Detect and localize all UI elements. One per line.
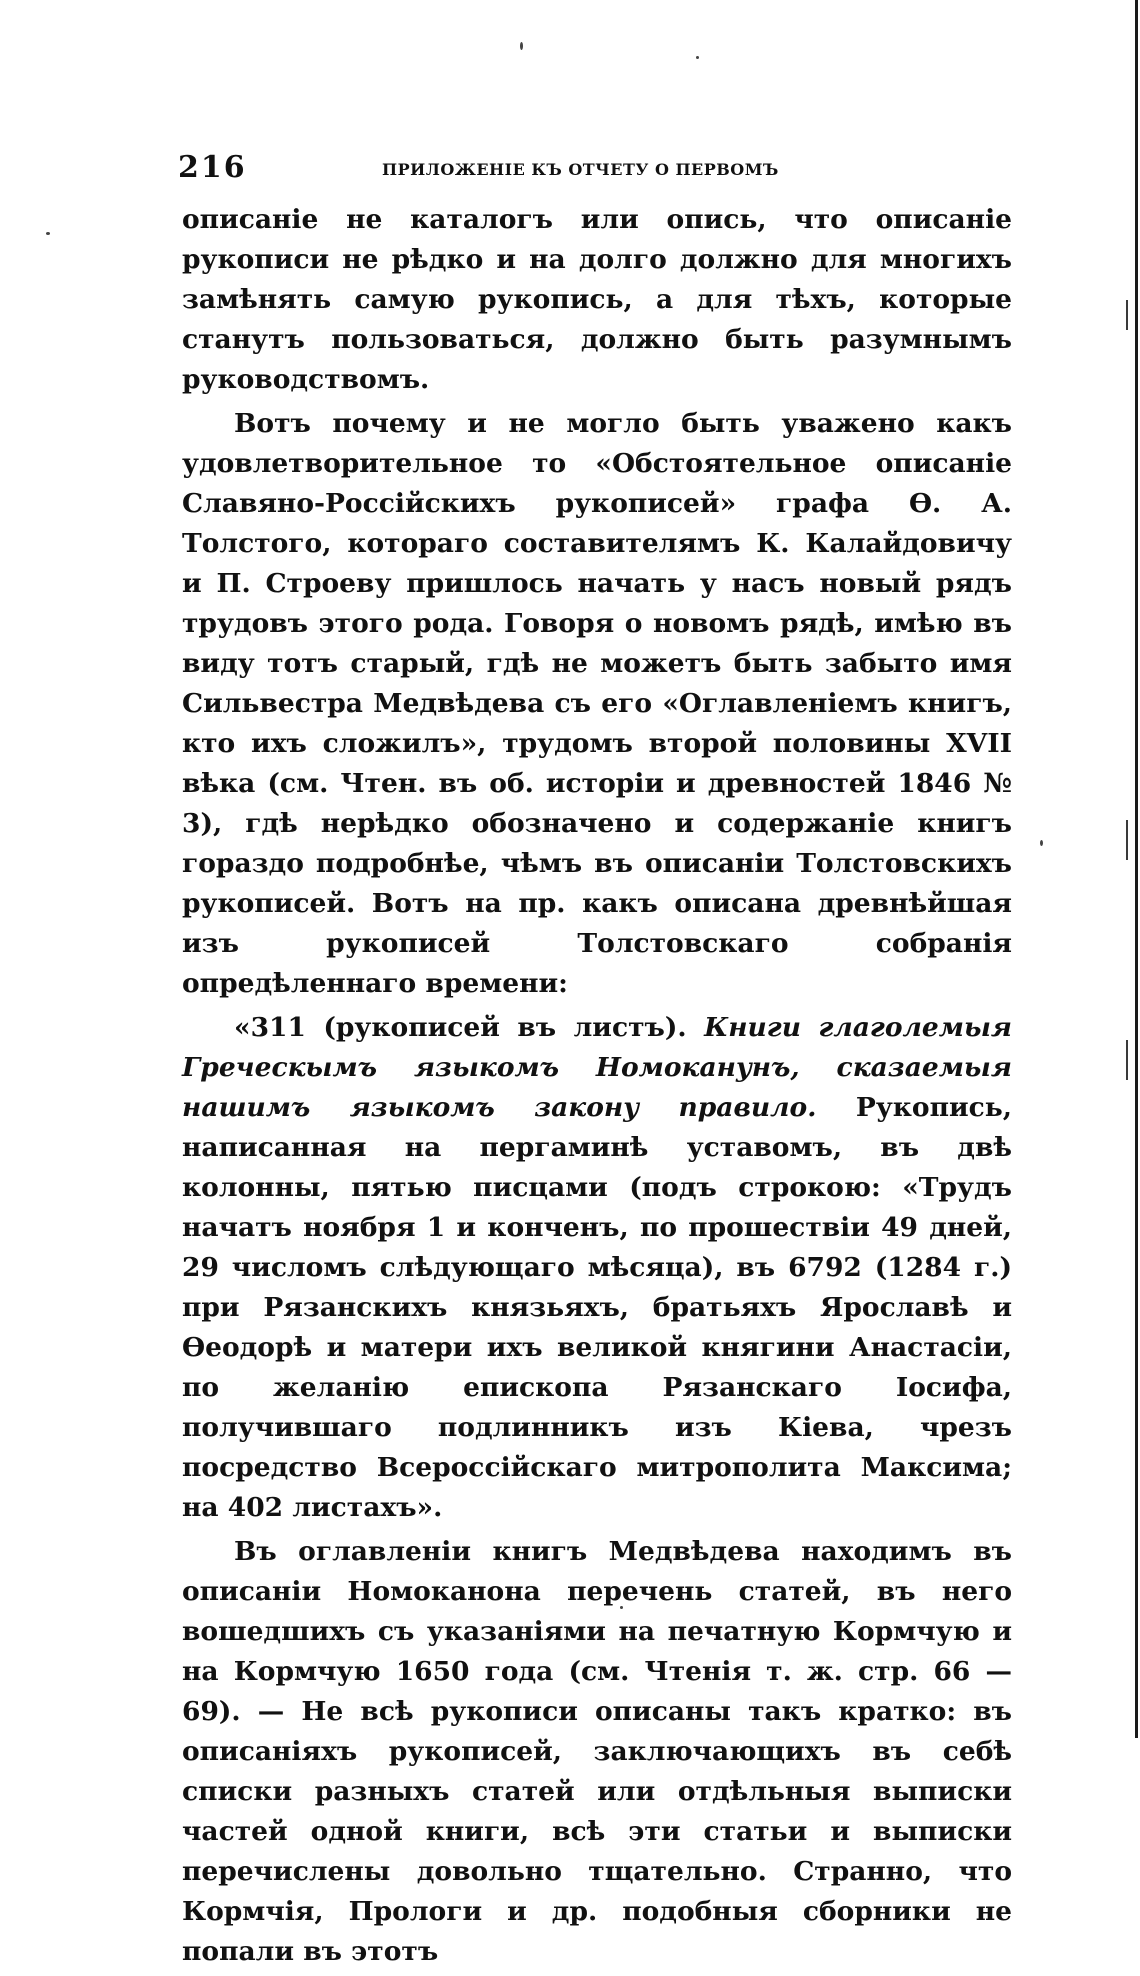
paragraph-3-quote <box>182 1008 1012 1528</box>
scan-speck <box>1040 840 1043 846</box>
document-page <box>178 150 1013 1976</box>
scan-speck <box>46 232 50 235</box>
quote-book-title: Книги глаголемыя Греческымъ языкомъ Номоканунъ, сказаемыя нашимъ языкомъ закону правило. <box>182 1012 1013 1123</box>
paragraph-2: Вотъ почему и не могло быть уважено какъ удовлетворительное то «Обстоятельное описаніе Славяно-Россійскихъ рукописей» графа Ѳ. А. Толстого, котораго составителямъ К. Калайдовичу и П. Строеву пришлось начать у насъ новый рядъ трудовъ этого рода. Говоря о новомъ рядѣ, имѣю въ виду тотъ старый, гдѣ не можетъ быть забыто имя Сильвестра Медвѣдева съ его «Оглавленіемъ книгъ, кто ихъ сложилъ», трудомъ второй половины XVII вѣка (см. Чтен. въ об. исторіи и древностей 1846 № 3), гдѣ нерѣдко обозначено и содержаніе книгъ гораздо подробнѣе, чѣмъ въ описаніи Толстовскихъ рукописей. Вотъ на пр. какъ описана древнѣйшая изъ рукописей Толстовскаго собранія опредѣленнаго времени: <box>182 408 1012 999</box>
page-header <box>178 150 1012 200</box>
scan-edge-mark <box>1126 1040 1128 1080</box>
quote-rest: Рукопись, написанная на пергаминѣ уставомъ, въ двѣ колонны, пятью писцами (подъ строкою: «Трудъ начатъ ноября 1 и конченъ, по прошествіи 49 дней, 29 числомъ слѣдующаго мѣсяца), въ 6792 (1284 г.) при Рязанскихъ князьяхъ, братьяхъ Ярославѣ и Ѳеодорѣ и матери ихъ великой княгини Анастасіи, по желанію епископа Рязанскаго Іосифа, получившаго подлинникъ изъ Кіева, чрезъ посредство Всероссійскаго митрополита Максима; на 402 листахъ». <box>182 1092 1012 1523</box>
scan-edge-mark <box>1126 300 1128 330</box>
paragraph-1: описаніе не каталогъ или опись, что описаніе рукописи не рѣдко и на долго должно для многихъ замѣнять самую рукопись, а для тѣхъ, которые станутъ пользоваться, должно быть разумнымъ руководствомъ. <box>182 204 1012 395</box>
page-number: 216 <box>178 150 247 185</box>
scan-edge-line <box>1135 0 1138 1738</box>
scan-speck <box>696 56 699 59</box>
scan-edge-mark <box>1126 820 1128 860</box>
scan-speck <box>520 42 523 50</box>
running-title: ПРИЛОЖЕНІЕ КЪ ОТЧЕТУ О ПЕРВОМЪ <box>382 160 779 179</box>
quote-lead: «311 (рукописей въ листъ). <box>234 1012 705 1043</box>
body-text <box>182 200 1012 1972</box>
paragraph-4: Въ оглавленіи книгъ Медвѣдева находимъ въ описаніи Номоканона перечень статей, въ него вошедшихъ съ указаніями на печатную Кормчую и на Кормчую 1650 года (см. Чтенія т. ж. стр. 66 — 69). — Не всѣ рукописи описаны такъ кратко: въ описаніяхъ рукописей, заключающихъ въ себѣ списки разныхъ статей или отдѣльныя выписки частей одной книги, всѣ эти статьи и выписки перечислены довольно тщательно. Странно, что Кормчія, Прологи и др. подобныя сборники не попали въ этотъ <box>182 1536 1012 1967</box>
